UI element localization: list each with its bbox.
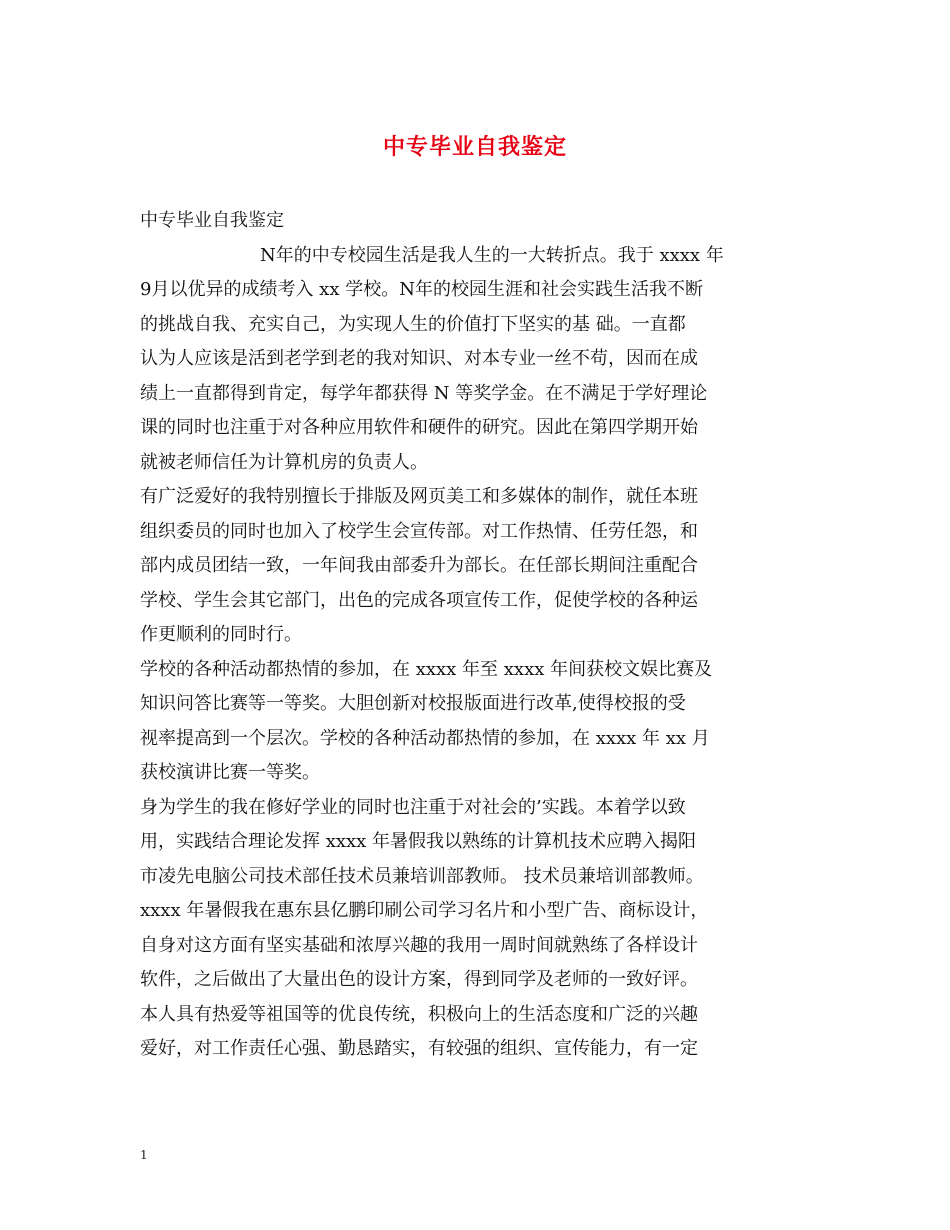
text-line: 课的同时也注重于对各种应用软件和硬件的研究。因此在第四学期开始 <box>140 417 698 438</box>
text-line: 就被老师信任为计算机房的负责人。 <box>140 451 428 473</box>
text-line: 爱好，对工作责任心强、勤恳踏实，有较强的组织、宣传能力，有一定 <box>140 1038 698 1059</box>
text-line: 学校的各种活动都热情的参加，在 xxxx 年至 xxxx 年间获校文娱比赛及 <box>140 658 713 680</box>
text-line: 市凌先电脑公司技术部任技术员兼培训部教师。 技术员兼培训部教师。 <box>140 865 704 887</box>
text-line: 部内成员团结一致，一年间我由部委升为部长。在任部长期间注重配合 <box>140 555 698 576</box>
text-line: 作更顺利的同时行。 <box>140 624 302 645</box>
text-line: 知识问答比赛等一等奖。大胆创新对校报版面进行改革,使得校报的受 <box>140 693 686 714</box>
text-line: 有广泛爱好的我特别擅长于排版及网页美工和多媒体的制作，就任本班 <box>140 486 698 507</box>
text-line: 自身对这方面有坚实基础和浓厚兴趣的我用一周时间就熟练了各样设计 <box>140 934 698 956</box>
document-body <box>140 204 816 1067</box>
document-title: 中专毕业自我鉴定 <box>382 135 567 160</box>
text-line: 用，实践结合理论发挥 xxxx 年暑假我以熟练的计算机技术应聘入揭阳 <box>140 831 697 852</box>
page-number: 1 <box>140 1148 148 1162</box>
text-line: 学校、学生会其它部门，出色的完成各项宣传工作，促使学校的各种运 <box>140 589 698 611</box>
text-line: 9月以优异的成绩考入 xx 学校。N年的校园生涯和社会实践生活我不断 <box>140 279 703 300</box>
text-line: N年的中专校园生活是我人生的一大转折点。我于 xxxx 年 <box>260 244 724 266</box>
text-line: 中专毕业自我鉴定 <box>140 210 284 231</box>
text-line: 的挑战自我、充实自己，为实现人生的价值打下坚实的基 础。一直都 <box>140 313 686 335</box>
text-line: xxxx 年暑假我在惠东县亿鹏印刷公司学习名片和小型广告、商标设计， <box>140 900 709 921</box>
text-line: 组织委员的同时也加入了校学生会宣传部。对工作热情、任劳任怨，和 <box>140 520 698 542</box>
text-line: 获校演讲比赛一等奖。 <box>140 762 320 783</box>
text-line: 本人具有热爱等祖国等的优良传统，积极向上的生活态度和广泛的兴趣 <box>140 1003 698 1025</box>
text-line: 软件，之后做出了大量出色的设计方案，得到同学及老师的一致好评。 <box>140 969 698 990</box>
text-line: 绩上一直都得到肯定，每学年都获得 N 等奖学金。在不满足于学好理论 <box>140 382 708 404</box>
text-line: 认为人应该是活到老学到老的我对知识、对本专业一丝不苟，因而在成 <box>140 348 698 369</box>
text-line: 身为学生的我在修好学业的同时也注重于对社会的’实践。本着学以致 <box>140 796 686 818</box>
text-line: 视率提高到一个层次。学校的各种活动都热情的参加，在 xxxx 年 xx 月 <box>140 727 710 749</box>
